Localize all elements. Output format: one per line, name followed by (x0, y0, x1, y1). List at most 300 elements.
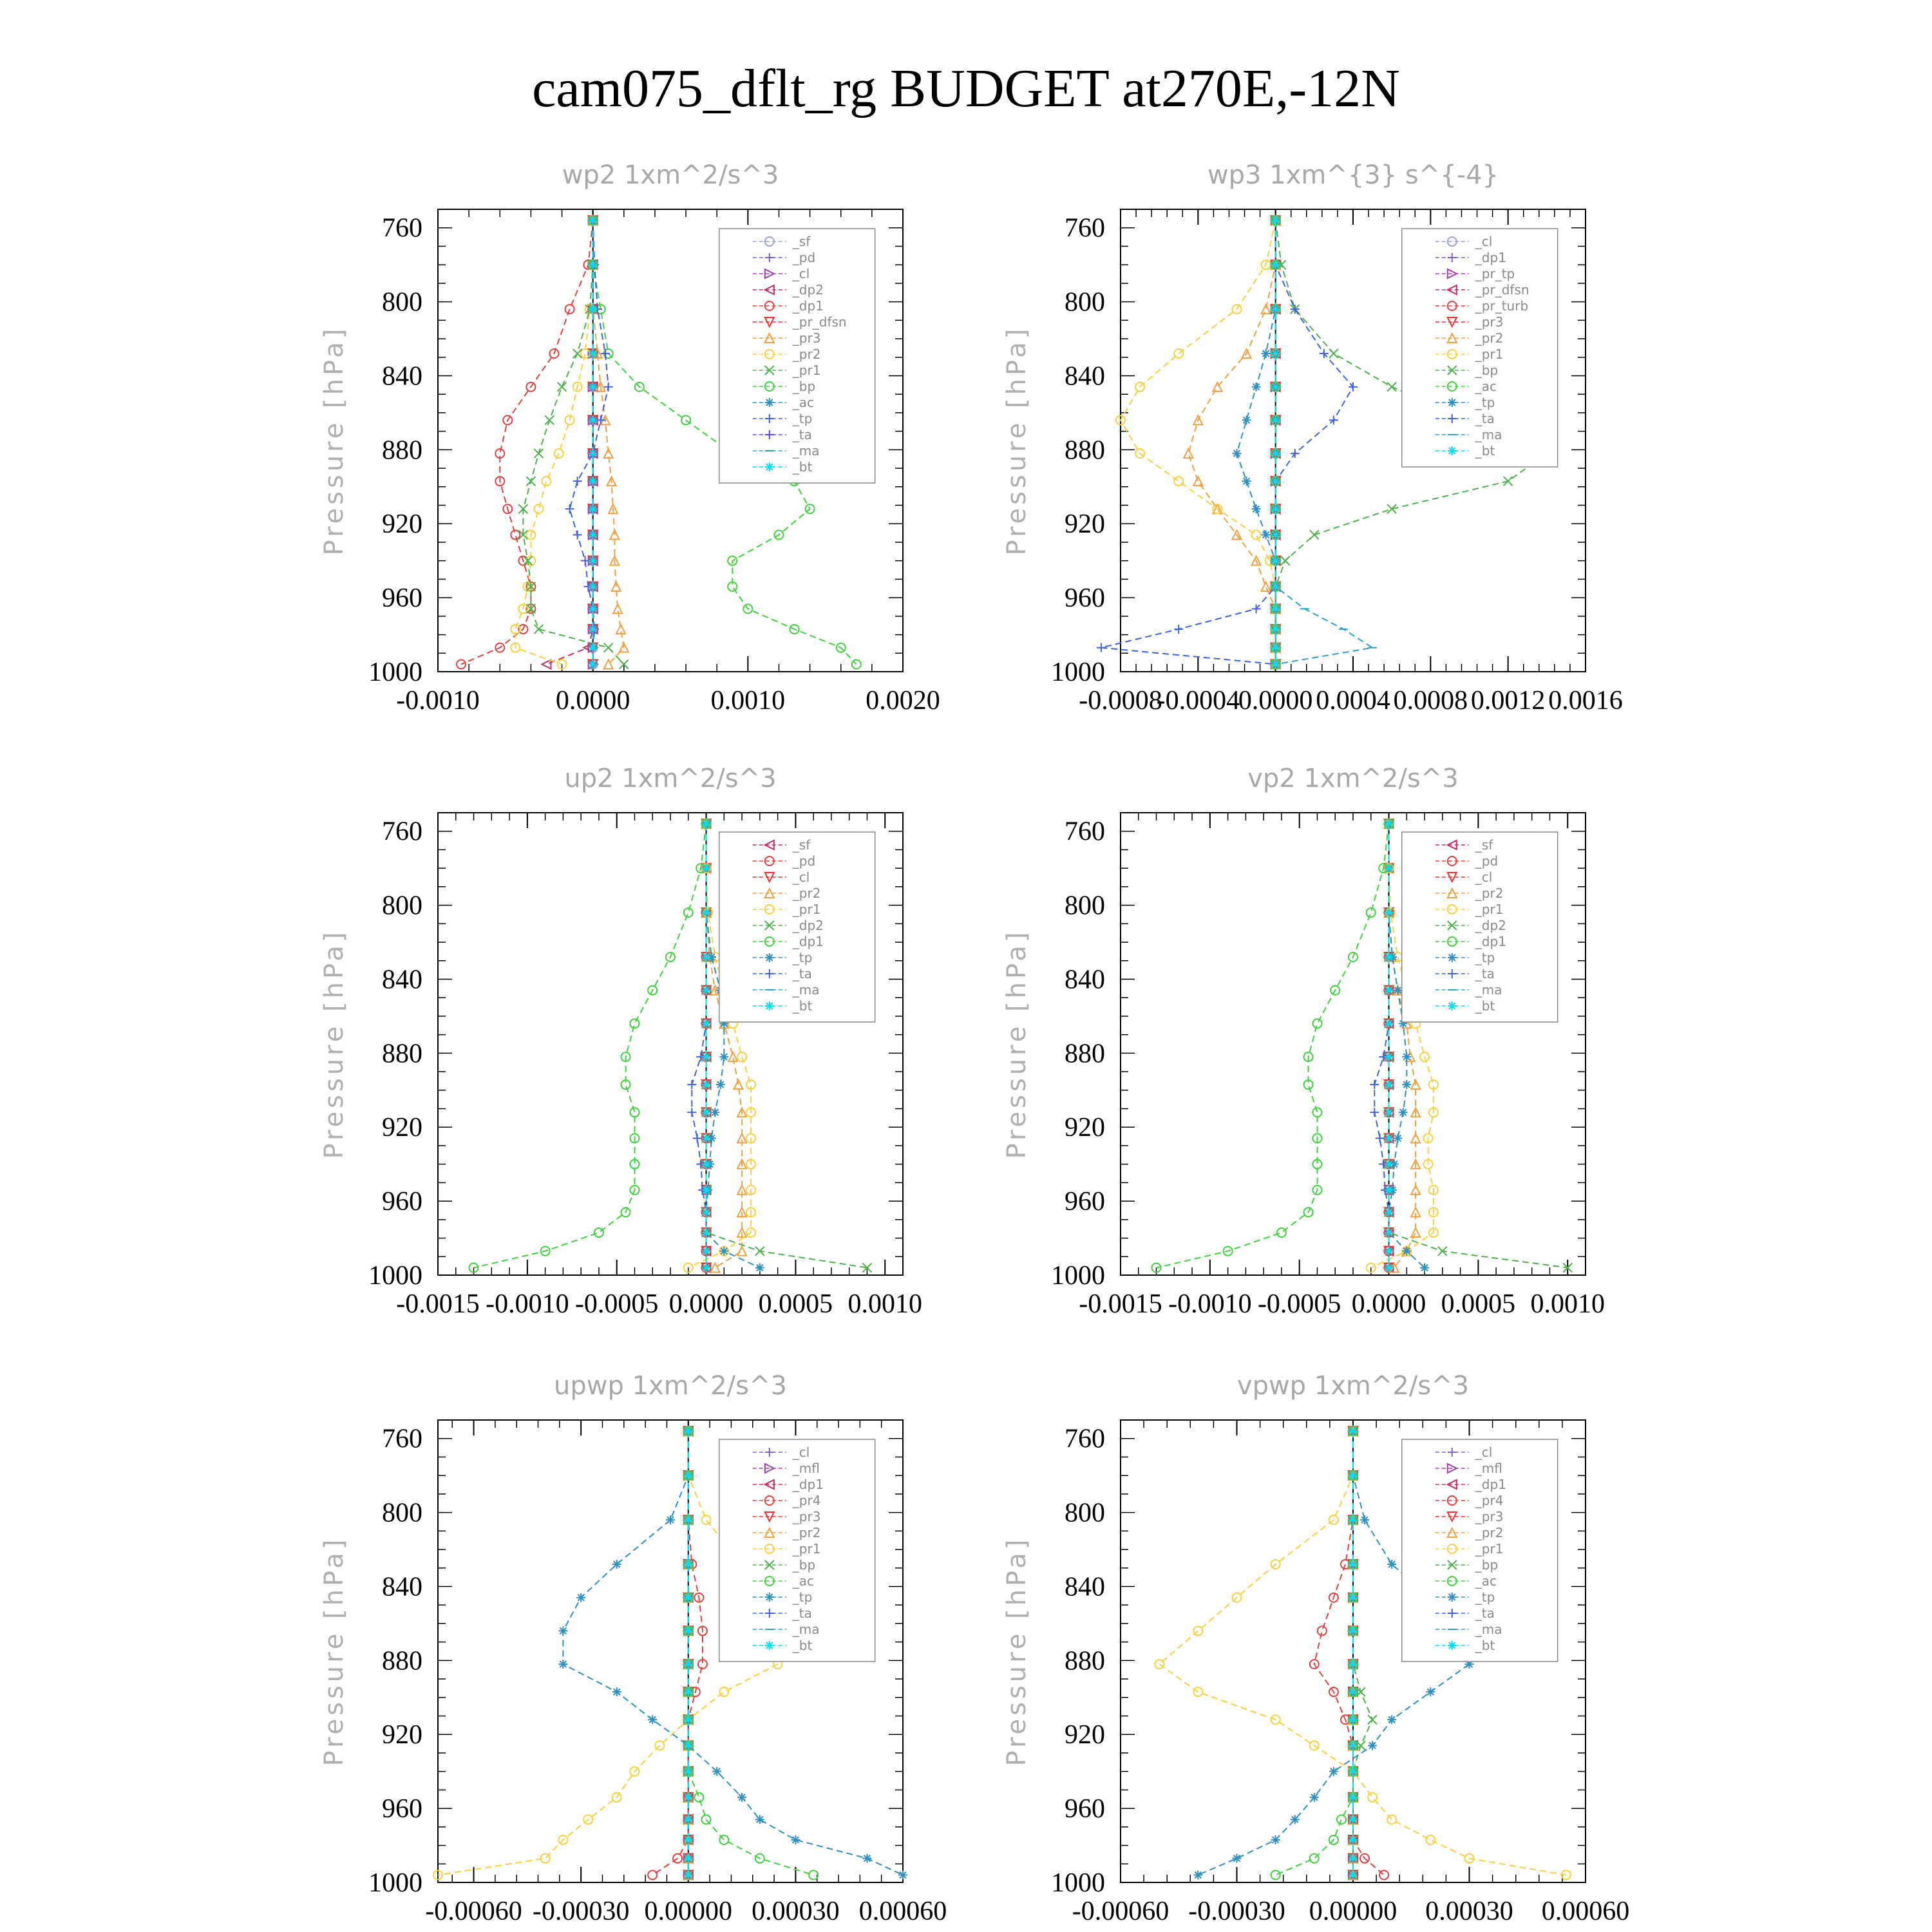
data-point (702, 1186, 711, 1195)
data-point (1329, 349, 1338, 358)
legend-label: _sf (792, 837, 811, 853)
y-tick-label: 920 (382, 509, 422, 540)
data-point (791, 1835, 800, 1844)
legend-label: _ac (1475, 1573, 1497, 1589)
data-point (1385, 1108, 1394, 1117)
legend-label: _ma (792, 1622, 820, 1637)
legend-marker (765, 462, 774, 471)
data-point (684, 1854, 693, 1863)
legend-label: _dp1 (792, 298, 824, 314)
data-point (1184, 449, 1193, 458)
y-tick-label: 1000 (368, 1868, 422, 1898)
legend-label: _cl (792, 869, 810, 885)
data-point (1318, 1626, 1327, 1635)
data-point (1385, 1247, 1394, 1256)
legend-label: _bp (792, 379, 816, 394)
series-tp (565, 216, 613, 668)
x-tick-label: 0.0005 (1441, 1289, 1516, 1319)
data-point (648, 1871, 657, 1880)
data-point (589, 504, 598, 513)
legend (719, 1439, 875, 1662)
data-point (1402, 1247, 1411, 1256)
data-point (1271, 305, 1280, 314)
data-point (1310, 1854, 1319, 1863)
series-dp1 (469, 819, 711, 1272)
data-point (612, 1687, 621, 1696)
data-point (589, 305, 598, 314)
legend-label: _ac (1475, 379, 1497, 394)
data-point (1233, 1854, 1242, 1863)
data-point (684, 1815, 693, 1824)
series-line (515, 220, 592, 664)
data-point (710, 1264, 719, 1273)
data-point (1271, 643, 1280, 652)
legend-label: _cl (1475, 234, 1493, 249)
series-line (1101, 220, 1353, 664)
y-tick-label: 800 (1065, 891, 1105, 921)
y-tick-label: 760 (382, 817, 422, 847)
data-point (1271, 1871, 1280, 1880)
data-point (1174, 349, 1183, 358)
data-point (898, 1871, 907, 1880)
series-pr1 (1116, 216, 1280, 668)
data-point (1310, 1793, 1319, 1802)
chart-panel-3 (319, 764, 922, 1319)
data-point (1368, 1715, 1377, 1724)
y-tick-label: 840 (382, 1572, 422, 1602)
data-point (1349, 1835, 1358, 1844)
data-point (1271, 216, 1280, 225)
panel-title: vp2 1xm^2/s^3 (1247, 764, 1459, 793)
series-line (1353, 1431, 1372, 1875)
data-point (630, 1019, 639, 1028)
legend-label: _pr4 (792, 1493, 821, 1508)
legend-marker (1448, 1001, 1457, 1010)
y-tick-label: 880 (1065, 1646, 1105, 1676)
data-point (1385, 1080, 1394, 1089)
data-point (1411, 1228, 1420, 1237)
x-tick-label: 0.00000 (1309, 1897, 1397, 1926)
legend-label: _pr3 (1475, 314, 1504, 330)
data-point (1291, 449, 1300, 458)
legend-marker (1448, 953, 1457, 962)
y-tick-label: 840 (382, 361, 422, 392)
legend-label: _mfl (792, 1461, 820, 1476)
data-point (702, 1515, 711, 1524)
legend-label: _sf (1475, 837, 1493, 853)
data-point (648, 1715, 657, 1724)
data-point (1387, 383, 1396, 392)
y-tick-label: 960 (1065, 1187, 1105, 1217)
legend-label: _cl (1475, 869, 1493, 885)
data-point (1368, 1741, 1377, 1750)
data-point (1271, 260, 1280, 269)
legend-marker (765, 1641, 774, 1650)
data-point (1329, 1767, 1338, 1776)
data-point (589, 604, 598, 613)
legend-label: _pr1 (1475, 902, 1504, 917)
data-point (1387, 504, 1396, 513)
y-axis-label: Pressure [hPa] (1002, 325, 1032, 556)
data-point (1426, 1835, 1435, 1844)
data-point (1271, 582, 1280, 591)
series-pr4 (648, 1426, 707, 1879)
data-point (737, 1247, 746, 1256)
x-tick-label: -0.0008 (1079, 686, 1162, 715)
y-tick-label: 880 (382, 1039, 422, 1069)
data-point (542, 660, 551, 669)
x-tick-label: -0.0015 (396, 1289, 480, 1319)
data-point (1271, 1835, 1280, 1844)
legend-label: _dp1 (792, 934, 824, 949)
x-tick-label: 0.0016 (1548, 686, 1623, 715)
data-point (620, 643, 629, 652)
series-line (593, 220, 624, 664)
legend-label: _pr1 (1475, 346, 1504, 362)
series-pr3 (589, 216, 629, 668)
legend-label: _dp1 (792, 1477, 824, 1492)
data-point (1262, 305, 1271, 314)
data-point (684, 1593, 693, 1602)
series-line (570, 220, 609, 664)
y-tick-label: 880 (1065, 435, 1105, 466)
data-point (684, 908, 693, 917)
legend-label: _cl (1475, 1444, 1493, 1460)
legend-label: _pr_dfsn (792, 314, 847, 330)
data-point (1385, 1052, 1394, 1061)
data-point (589, 449, 598, 458)
legend-label: _pr2 (1475, 1525, 1504, 1540)
data-point (1370, 1080, 1379, 1089)
data-point (1385, 908, 1394, 917)
legend-label: _ac (792, 1573, 815, 1589)
series-line (461, 220, 593, 664)
legend-label: _ma (1475, 982, 1502, 998)
panel-title: vpwp 1xm^2/s^3 (1236, 1371, 1470, 1401)
y-tick-label: 840 (1065, 1572, 1105, 1602)
x-tick-label: 0.0000 (668, 1289, 744, 1319)
legend-label: _pd (792, 250, 816, 265)
legend-label: _tp (1475, 395, 1495, 410)
data-point (702, 1160, 711, 1169)
x-tick-label: -0.0015 (1079, 1289, 1162, 1319)
x-tick-label: 0.0010 (710, 686, 786, 715)
data-point (576, 1593, 585, 1602)
data-point (712, 1767, 721, 1776)
y-tick-label: 800 (382, 1498, 422, 1528)
data-point (565, 504, 574, 513)
legend-label: _ma (1475, 1622, 1502, 1637)
data-point (573, 530, 582, 539)
data-point (545, 415, 554, 424)
data-point (710, 1108, 719, 1117)
data-point (1252, 530, 1261, 539)
data-point (684, 1793, 693, 1802)
legend-label: _ac (792, 395, 815, 410)
data-point (457, 660, 466, 669)
data-point (1271, 604, 1280, 613)
data-point (612, 1560, 621, 1569)
x-tick-label: -0.0010 (486, 1289, 569, 1319)
data-point (702, 1133, 711, 1142)
panel-title: wp3 1xm^{3} s^{-4} (1207, 160, 1499, 190)
data-point (684, 1560, 693, 1569)
legend (719, 229, 875, 483)
legend-label: _pr2 (1475, 330, 1504, 346)
data-point (1271, 383, 1280, 392)
x-tick-label: 0.0004 (1316, 686, 1390, 715)
data-point (1385, 1160, 1394, 1169)
data-point (1252, 504, 1261, 513)
data-point (1385, 819, 1394, 828)
data-point (1385, 1228, 1394, 1237)
data-point (702, 1208, 711, 1217)
x-tick-label: 0.0010 (1530, 1289, 1605, 1319)
x-tick-label: 0.00060 (1541, 1897, 1630, 1926)
y-tick-label: 1000 (368, 1261, 422, 1291)
data-point (702, 819, 711, 828)
data-point (687, 1080, 696, 1089)
panel-title: up2 1xm^2/s^3 (564, 764, 777, 793)
data-point (852, 660, 861, 669)
legend-label: _dp2 (792, 918, 824, 933)
series-dp1 (457, 216, 598, 668)
data-point (1504, 477, 1513, 486)
y-tick-label: 760 (382, 213, 422, 243)
x-tick-label: -0.0004 (1156, 686, 1240, 715)
data-point (666, 1515, 675, 1524)
data-point (1385, 1208, 1394, 1217)
series-ta (1097, 216, 1358, 668)
y-tick-label: 800 (1065, 1498, 1105, 1528)
data-point (1370, 1108, 1379, 1117)
legend-label: _pr1 (792, 902, 821, 917)
data-point (702, 864, 711, 873)
data-point (1349, 1854, 1358, 1863)
y-tick-label: 760 (1065, 817, 1105, 847)
chart-panel-5 (319, 1371, 947, 1926)
x-tick-label: 0.0005 (758, 1289, 833, 1319)
data-point (1393, 986, 1402, 995)
legend-label: _pr1 (792, 1541, 821, 1557)
y-tick-label: 840 (1065, 965, 1105, 995)
legend (1402, 1439, 1558, 1662)
series-line (652, 1431, 703, 1875)
y-tick-label: 920 (1065, 1113, 1105, 1143)
data-point (1349, 1687, 1358, 1696)
data-point (702, 1052, 711, 1061)
legend-label: _pr_dfsn (1475, 282, 1530, 298)
data-point (702, 1264, 711, 1273)
data-point (1349, 1593, 1358, 1602)
y-tick-label: 920 (382, 1113, 422, 1143)
data-point (1262, 582, 1271, 591)
panels (319, 160, 1629, 1926)
legend-label: _pr2 (1475, 886, 1504, 901)
legend-label: _bt (1475, 998, 1495, 1014)
data-point (1349, 1715, 1358, 1724)
data-point (716, 1080, 725, 1089)
data-point (589, 660, 598, 669)
legend-label: _ta (792, 966, 812, 981)
data-point (1262, 530, 1271, 539)
series-line (474, 824, 706, 1267)
series-line (1121, 220, 1276, 664)
data-point (719, 1247, 728, 1256)
data-point (1312, 1019, 1321, 1028)
y-tick-label: 880 (382, 435, 422, 466)
data-point (1252, 383, 1261, 392)
series-line (1157, 824, 1389, 1267)
data-point (612, 582, 621, 591)
y-tick-label: 840 (1065, 361, 1105, 392)
x-tick-label: -0.00030 (1188, 1897, 1285, 1926)
data-point (554, 449, 564, 458)
data-point (1193, 1871, 1202, 1880)
legend-label: _ta (1475, 966, 1495, 981)
data-point (1360, 1515, 1369, 1524)
data-point (1271, 556, 1280, 565)
panel-title: wp2 1xm^2/s^3 (562, 160, 779, 190)
data-point (684, 1715, 693, 1724)
legend-label: _pr3 (792, 330, 821, 346)
figure-title: cam075_dflt_rg BUDGET at270E,-12N (532, 59, 1400, 118)
data-point (534, 449, 543, 458)
data-point (604, 383, 613, 392)
legend-label: _pd (792, 853, 816, 869)
legend-label: _pr3 (792, 1509, 821, 1524)
data-point (1271, 530, 1280, 539)
data-point (1271, 504, 1280, 513)
y-tick-label: 960 (382, 1794, 422, 1824)
data-point (755, 1815, 764, 1824)
series-line (1276, 220, 1372, 664)
x-tick-label: 0.00000 (644, 1897, 733, 1926)
data-point (719, 1687, 728, 1696)
series-line (523, 220, 623, 664)
data-point (534, 504, 543, 513)
series-line (1276, 1431, 1353, 1875)
data-point (589, 477, 598, 486)
data-point (702, 1019, 711, 1028)
data-point (573, 477, 582, 486)
data-point (542, 477, 551, 486)
data-point (1376, 1133, 1385, 1142)
data-point (684, 1471, 693, 1480)
legend-label: _ma (792, 443, 820, 459)
data-point (702, 952, 711, 961)
data-point (1271, 349, 1280, 358)
legend-marker (1448, 1641, 1457, 1650)
data-point (702, 1228, 711, 1237)
y-tick-label: 800 (382, 287, 422, 317)
legend-label: _dp2 (792, 282, 824, 298)
series-ma (1271, 220, 1377, 664)
data-point (702, 986, 711, 995)
legend (1402, 832, 1558, 1022)
x-tick-label: 0.0008 (1393, 686, 1468, 715)
data-point (1349, 1471, 1358, 1480)
y-axis-label: Pressure [hPa] (319, 325, 349, 556)
data-point (1385, 1264, 1394, 1273)
legend-label: _bt (1475, 1638, 1495, 1653)
x-tick-label: -0.00060 (1072, 1897, 1170, 1926)
legend-marker (1448, 398, 1457, 407)
data-point (1174, 625, 1183, 634)
y-tick-label: 800 (382, 891, 422, 921)
data-point (1387, 1560, 1396, 1569)
data-point (1312, 1108, 1321, 1117)
y-tick-label: 1000 (368, 658, 422, 687)
y-tick-label: 760 (1065, 213, 1105, 243)
data-point (589, 556, 598, 565)
series-dp2 (542, 216, 597, 668)
data-point (1174, 477, 1183, 486)
legend-label: _tp (792, 411, 813, 426)
legend-label: _sf (792, 234, 811, 249)
data-point (694, 1793, 703, 1802)
y-tick-label: 960 (382, 1187, 422, 1217)
x-tick-label: -0.0010 (396, 686, 480, 715)
data-point (734, 1080, 743, 1089)
data-point (1271, 660, 1280, 669)
data-point (1310, 530, 1319, 539)
y-tick-label: 920 (382, 1720, 422, 1750)
x-tick-label: 0.0000 (555, 686, 630, 715)
legend-label: _mfl (1475, 1461, 1502, 1476)
data-point (1281, 556, 1290, 565)
data-point (693, 1133, 702, 1142)
legend-label: _tp (792, 950, 813, 965)
data-point (684, 1515, 693, 1524)
data-point (589, 260, 598, 269)
data-point (1271, 449, 1280, 458)
legend-label: _dp1 (1475, 1477, 1506, 1492)
series-line (1188, 220, 1275, 664)
series-line (1314, 1431, 1384, 1875)
data-point (1349, 1741, 1358, 1750)
data-point (1402, 1052, 1411, 1061)
data-point (1368, 1793, 1377, 1802)
legend-label: _pr1 (1475, 1541, 1504, 1557)
series-pr2 (1184, 216, 1280, 668)
chart-panel-1 (319, 160, 940, 715)
y-tick-label: 960 (382, 583, 422, 614)
data-point (687, 1108, 696, 1117)
series-line (547, 220, 593, 664)
legend-label: _tp (792, 1589, 813, 1605)
data-point (558, 1660, 567, 1669)
x-tick-label: 0.0010 (848, 1289, 922, 1319)
y-tick-label: 760 (1065, 1424, 1105, 1454)
legend-label: _bp (1475, 1557, 1499, 1573)
data-point (558, 383, 567, 392)
data-point (1367, 908, 1376, 917)
data-point (1193, 477, 1202, 486)
legend-label: _pr2 (792, 346, 821, 362)
data-point (1349, 1815, 1358, 1824)
legend-label: _pr4 (1475, 1493, 1504, 1508)
y-axis-label: Pressure [hPa] (1002, 1536, 1032, 1766)
y-axis-label: Pressure [hPa] (1002, 929, 1032, 1159)
data-point (719, 1835, 728, 1844)
series-pr2 (511, 216, 597, 668)
x-tick-label: 0.00030 (1425, 1897, 1513, 1926)
chart-panel-2 (1002, 160, 1623, 715)
legend-label: _ma (792, 982, 820, 998)
data-point (1291, 1815, 1300, 1824)
data-point (534, 625, 543, 634)
